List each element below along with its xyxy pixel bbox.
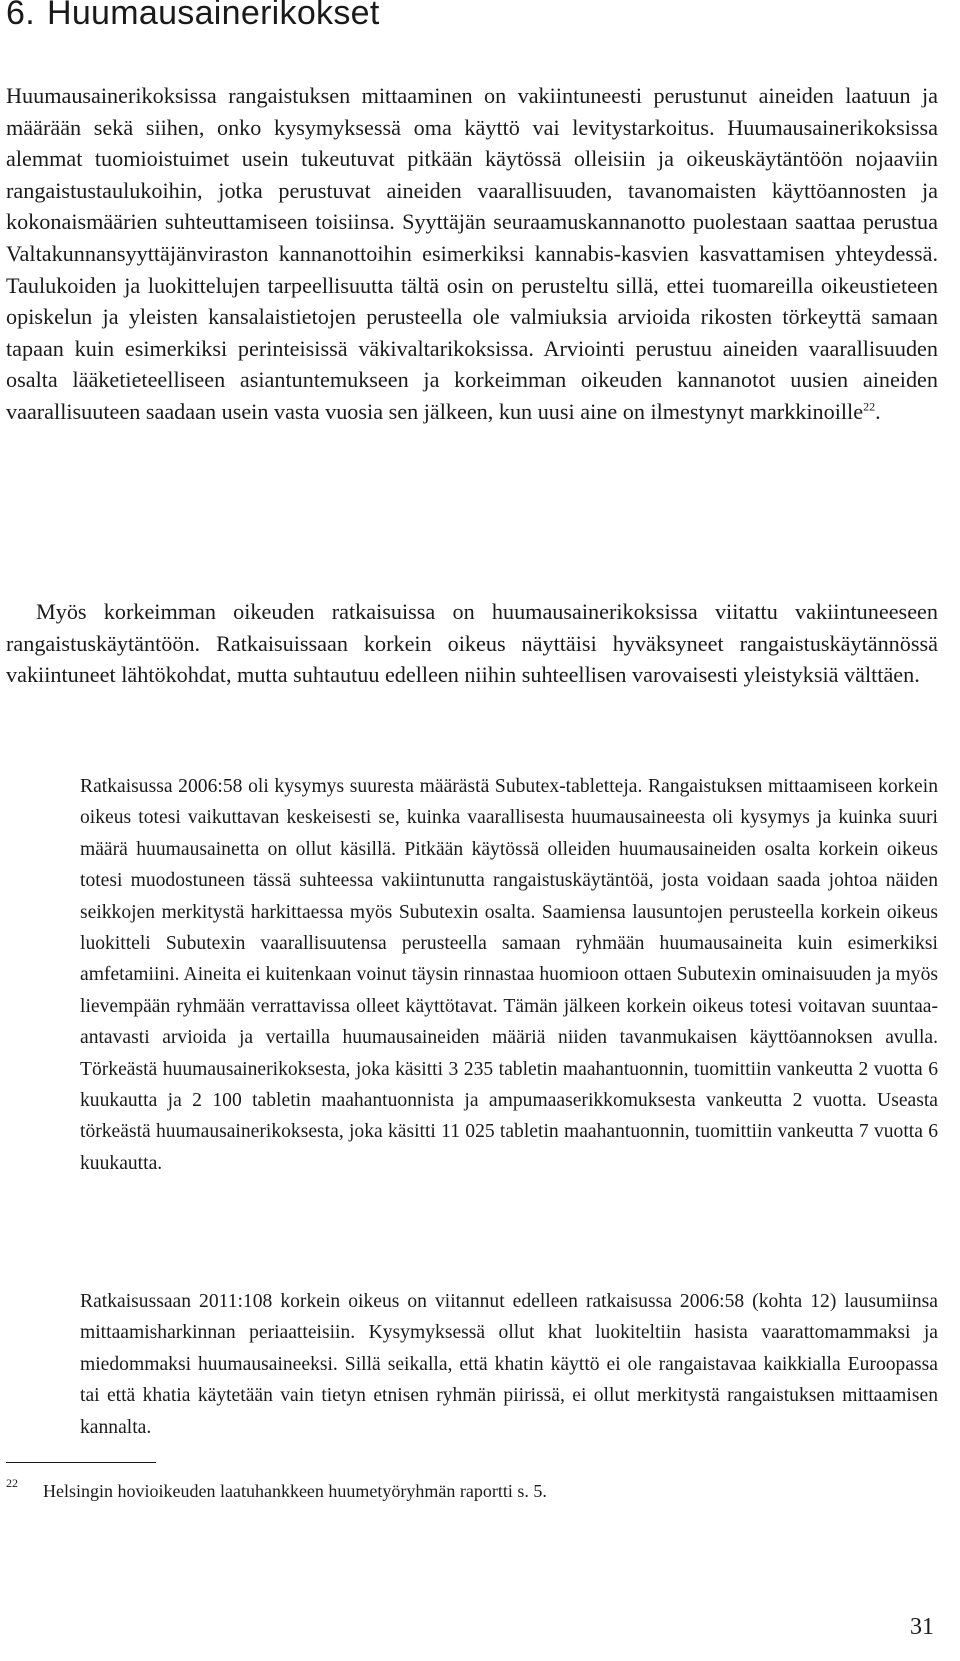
footnote-divider — [6, 1462, 156, 1463]
footnote-text: Helsingin hovioikeuden laatuhankkeen huumetyöryhmän raportti s. 5. — [43, 1481, 547, 1501]
footnote-reference[interactable]: 22 — [863, 399, 876, 414]
body-paragraph-1-text: Huumausainerikoksissa rangaistuksen mittaaminen on vakiintuneesti perustunut aineiden laatuun ja määrään sekä siihen, onko kysymyksessä oma käyttö vai levitystarkoitus. Huumausainerikoksissa alemmat tuomioistuimet usein tukeutuvat pitkään käytössä olleisiin ja oikeuskäytäntöön nojaaviin rangaistustaulukoihin, jotka perustuvat aineiden vaarallisuuden, tavanomaisten käyttöannosten ja kokonaismäärien suhteuttamiseen toisiinsa. Syyttäjän seuraamuskannanotto puolestaan saattaa perustua Valtakunnansyyttäjänviraston kannanottoihin esimerkiksi kannabis-kasvien kasvattamisen yhteydessä. Taulukoiden ja luokittelujen tarpeellisuutta tältä osin on perusteltu sillä, ettei tuomareilla oikeustieteen opiskelun ja yleisten kansalaistietojen perusteella ole valmiuksia arvioida rikosten törkeyttä samaan tapaan kuin esimerkiksi perinteisissä väkivaltarikoksissa. Arviointi perustuu aineiden vaarallisuuden osalta lääketieteelliseen asiantuntemukseen ja korkeimman oikeuden kannanotot uusien aineiden vaarallisuuteen saadaan usein vasta vuosia sen jälkeen, kun uusi aine on ilmestynyt markkinoille — [6, 83, 938, 424]
case-summary-2006-58: Ratkaisussa 2006:58 oli kysymys suuresta määrästä Subutex-tabletteja. Rangaistuksen mittaamiseen korkein oikeus totesi vaikuttavan keskeisesti se, kuinka vaarallisesta huumausaineesta oli kysymys ja kuinka suuri määrä huumausainetta on ollut käsillä. Pitkään käytössä olleiden huumausaineiden osalta korkein oikeus totesi muodostuneen tässä suhteessa vakiintunutta rangaistuskäytäntöä, josta voidaan saada johtoa näiden seikkojen merkitystä harkittaessa myös Subutexin osalta. Saamiensa lausuntojen perusteella korkein oikeus luokitteli Subutexin vaarallisuutensa perusteella samaan ryhmään huumausaineita kuin esimerkiksi amfetamiini. Aineita ei kuitenkaan voinut täysin rinnastaa huomioon ottaen Subutexin ominaisuuden ja myös lievempään ryhmään verrattavissa olleet käyttötavat. Tämän jälkeen korkein oikeus totesi voitavan suuntaa-antavasti arvioida ja vertailla huumausaineiden määriä niiden tavanmukaisen käyttöannoksen avulla. Törkeästä huumausainerikoksesta, joka käsitti 3 235 tabletin maahantuonnin, tuomittiin vankeutta 2 vuotta 6 kuukautta ja 2 100 tabletin maahantuonnista ja ampumaaserikkomuksesta vankeutta 2 vuotta. Useasta törkeästä huumausainerikoksesta, joka käsitti 11 025 tabletin maahantuonnin, tuomittiin vankeutta 7 vuotta 6 kuukautta. — [80, 776, 938, 1174]
body-paragraph-1 — [6, 80, 938, 428]
chapter-number: 6. — [6, 0, 35, 32]
chapter-title — [6, 0, 380, 33]
footnote-number: 22 — [6, 1476, 18, 1490]
page-number: 31 — [910, 1614, 934, 1640]
body-paragraph-2: Myös korkeimman oikeuden ratkaisuissa on huumausainerikoksissa viitattu vakiintuneeseen rangaistuskäytäntöön. Ratkaisuissaan korkein oikeus näyttäisi hyväksyneet rangaistuskäytännössä vakiintuneet lähtökohdat, mutta suhtautuu edelleen niihin suhteellisen varovaisesti yleistyksiä välttäen. — [6, 599, 938, 688]
chapter-title-text: Huumausainerikokset — [46, 0, 380, 32]
body-paragraph-1-end: . — [875, 398, 881, 424]
case-summary-2011-108: Ratkaisussaan 2011:108 korkein oikeus on viitannut edelleen ratkaisussa 2006:58 (kohta 12) lausumiinsa mittaamisharkinnan periaatteisiin. Kysymyksessä ollut khat luokiteltiin hasista vaarattomammaksi ja miedommaksi huumausaineeksi. Sillä seikalla, että khatin käyttö ei ole rangaistavaa kaikkialla Euroopassa tai että khatia käytetään vain tietyn etnisen ryhmän piirissä, ei ollut merkitystä rangaistuksen mittaamisen kannalta. — [80, 1291, 938, 1438]
